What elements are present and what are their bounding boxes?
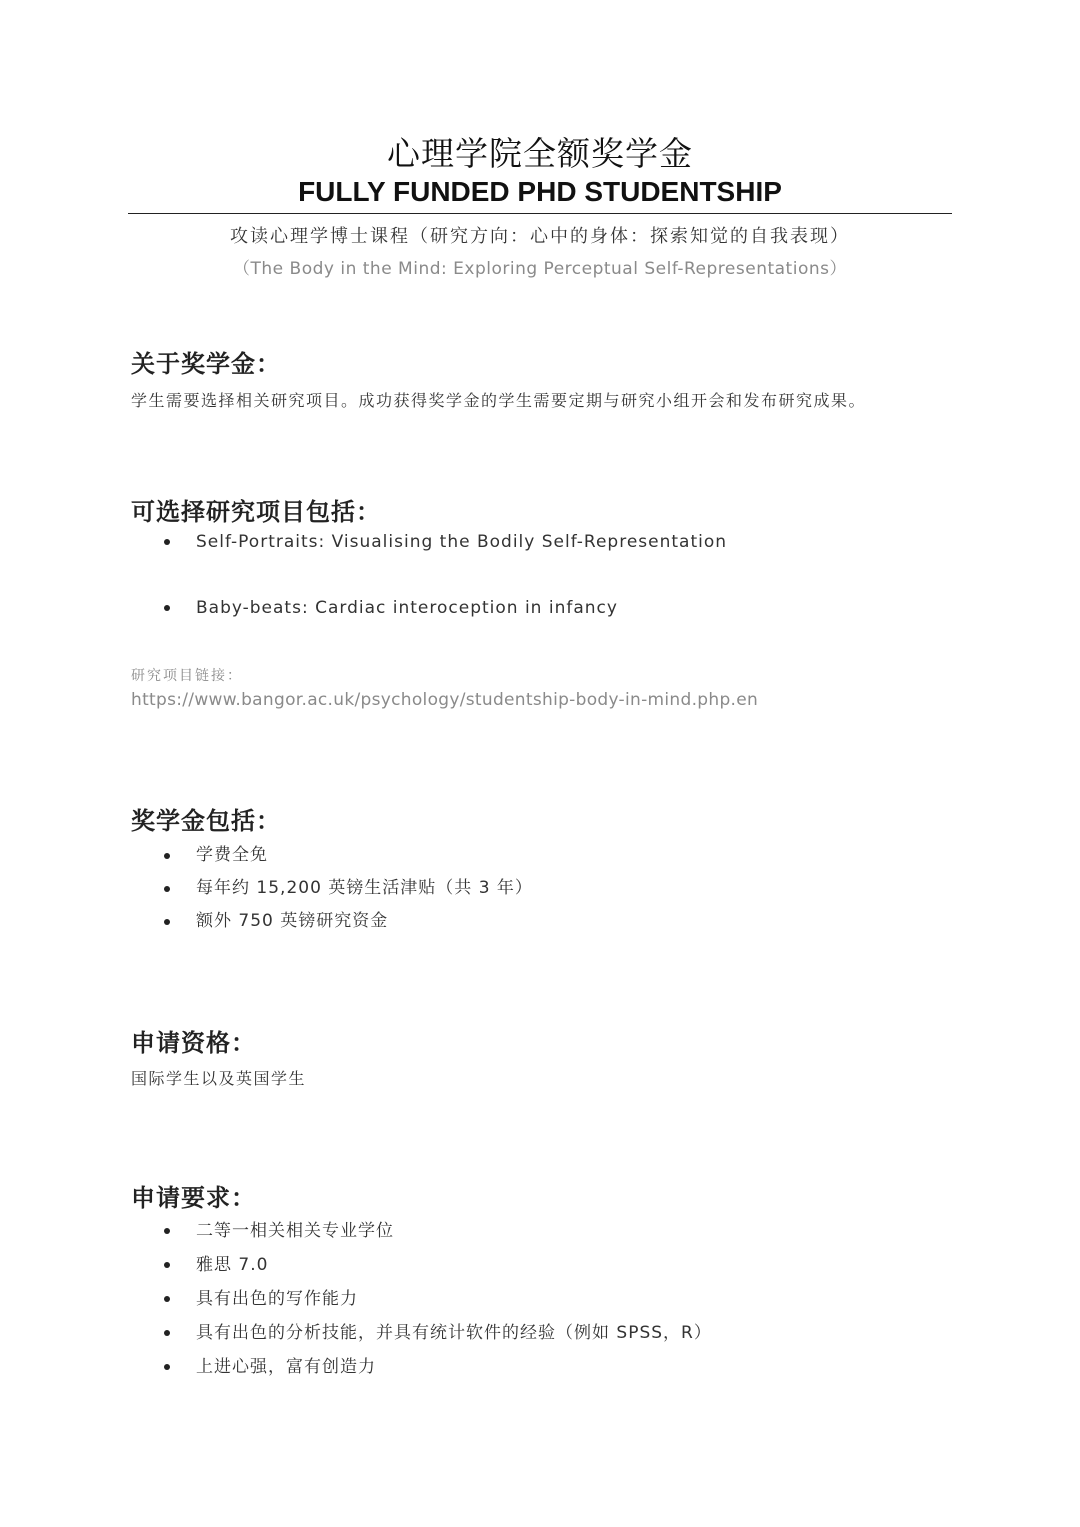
requirement-item-label: 具有出色的写作能力 — [196, 1289, 358, 1309]
page-subtitle-cn: 攻读心理学博士课程（研究方向：心中的身体：探索知觉的自我表现） — [230, 226, 850, 247]
page-subtitle-en: （The Body in the Mind: Exploring Perceptual Self-Representations） — [233, 259, 847, 279]
funding-item-label: 每年约 15,200 英镑生活津贴（共 3 年） — [196, 878, 533, 898]
list-item — [160, 876, 533, 909]
requirement-item-label: 二等一相关相关专业学位 — [196, 1221, 394, 1241]
funding-heading: 奖学金包括： — [131, 807, 281, 835]
bullet-icon — [164, 1330, 170, 1336]
funding-list — [160, 843, 533, 942]
list-item — [160, 1355, 712, 1389]
project-link-label: 研究项目链接： — [131, 668, 243, 684]
project-item-label: Self-Portraits: Visualising the Bodily Self-Representation — [196, 532, 728, 552]
eligibility-text: 国际学生以及英国学生 — [131, 1069, 307, 1088]
list-item — [160, 909, 533, 942]
page-title-cn: 心理学院全额奖学金 — [387, 134, 693, 173]
requirement-item-label: 上进心强，富有创造力 — [196, 1357, 376, 1377]
projects-list — [160, 530, 727, 620]
list-item — [160, 1253, 712, 1287]
page-title-en: FULLY FUNDED PHD STUDENTSHIP — [298, 176, 782, 207]
project-link-url[interactable]: https://www.bangor.ac.uk/psychology/studentship-body-in-mind.php.en — [131, 690, 759, 710]
eligibility-heading: 申请资格： — [131, 1029, 256, 1057]
list-item — [160, 1287, 712, 1321]
bullet-icon — [164, 853, 170, 859]
title-divider — [128, 213, 952, 214]
requirements-heading: 申请要求： — [131, 1184, 256, 1212]
requirement-item-label: 具有出色的分析技能，并具有统计软件的经验（例如 SPSS，R） — [196, 1323, 712, 1343]
requirements-list — [160, 1219, 712, 1389]
funding-item-label: 额外 750 英镑研究资金 — [196, 911, 389, 931]
projects-heading: 可选择研究项目包括： — [131, 498, 381, 526]
bullet-icon — [164, 605, 170, 611]
list-item — [160, 843, 533, 876]
funding-item-label: 学费全免 — [196, 845, 268, 865]
about-text: 学生需要选择相关研究项目。成功获得奖学金的学生需要定期与研究小组开会和发布研究成果。 — [131, 391, 867, 410]
bullet-icon — [164, 1262, 170, 1268]
project-item-label: Baby-beats: Cardiac interoception in infancy — [196, 598, 618, 618]
bullet-icon — [164, 919, 170, 925]
list-item — [160, 596, 727, 620]
bullet-icon — [164, 1296, 170, 1302]
bullet-icon — [164, 1228, 170, 1234]
list-item — [160, 530, 727, 554]
list-item — [160, 1321, 712, 1355]
about-heading: 关于奖学金： — [131, 350, 281, 378]
bullet-icon — [164, 1364, 170, 1370]
list-item — [160, 1219, 712, 1253]
requirement-item-label: 雅思 7.0 — [196, 1255, 269, 1275]
bullet-icon — [164, 539, 170, 545]
bullet-icon — [164, 886, 170, 892]
